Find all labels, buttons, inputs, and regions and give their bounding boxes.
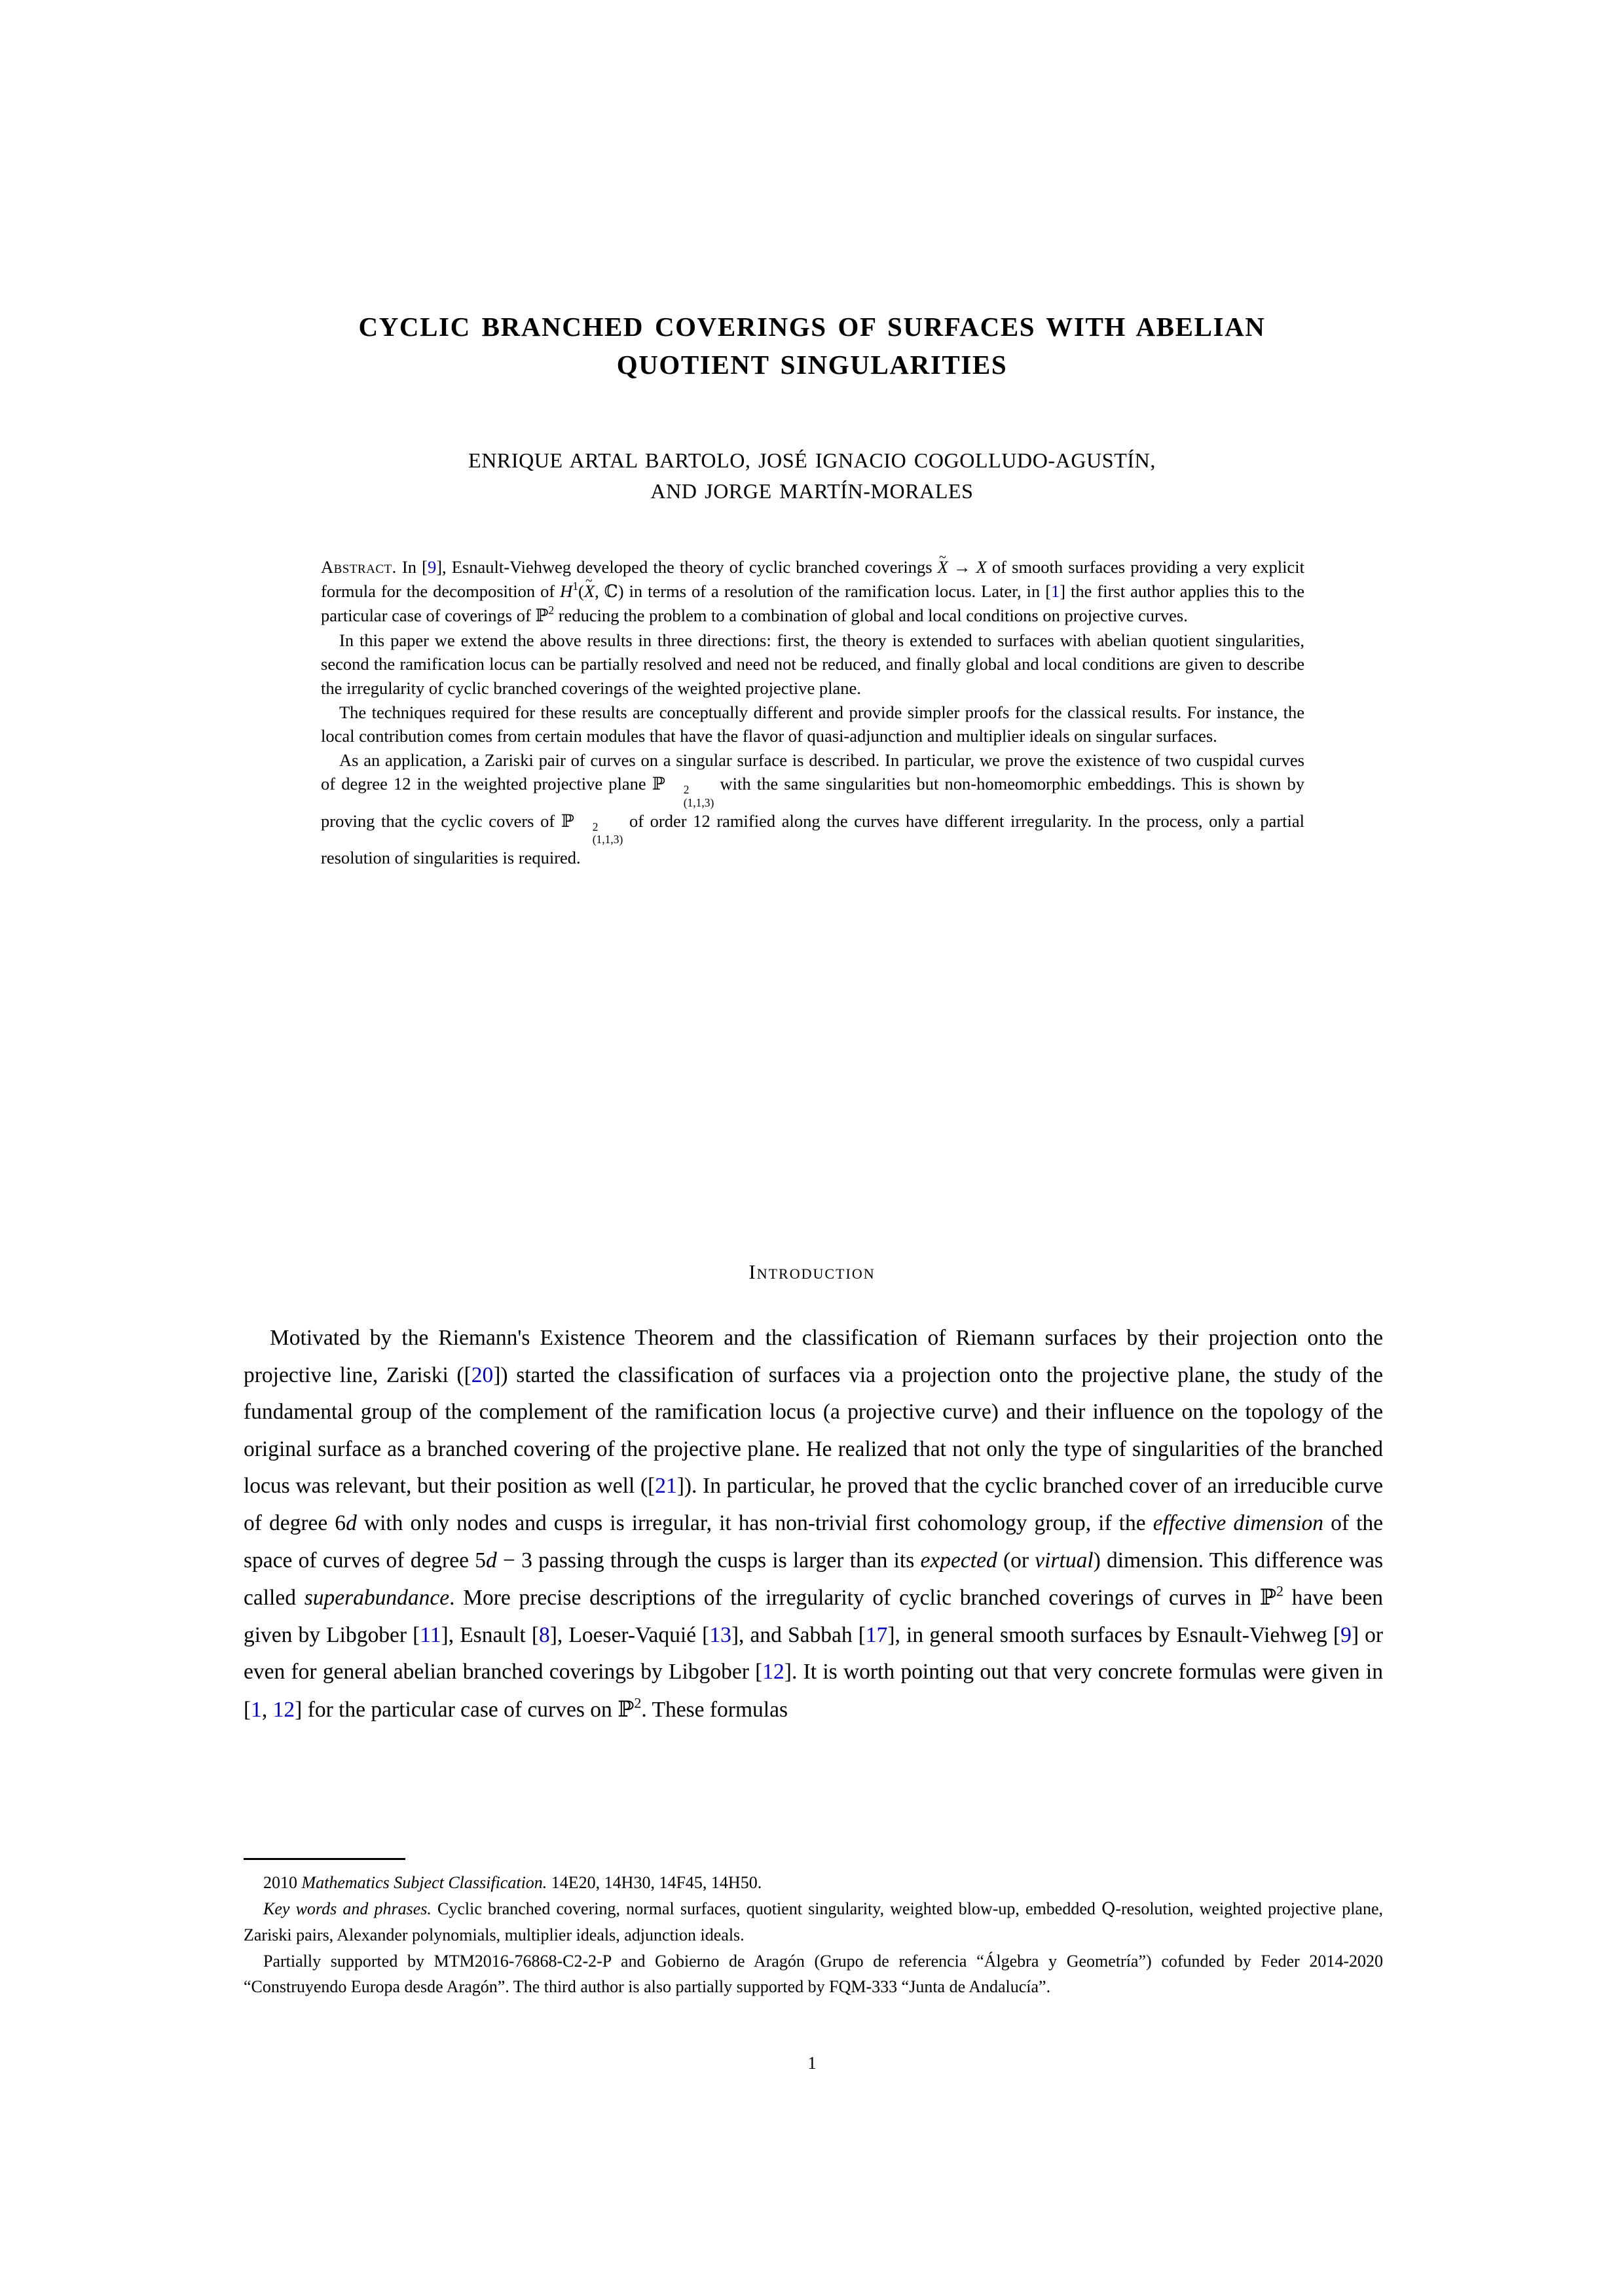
citation-link-21[interactable]: 21: [655, 1474, 677, 1499]
citation-link-13[interactable]: 13: [709, 1622, 731, 1647]
page-number: 1: [807, 2053, 817, 2073]
author-line-2: AND JORGE MARTÍN-MORALES: [650, 479, 974, 503]
emphasis-superabundance: superabundance: [304, 1586, 450, 1611]
intro-t2: ) started the classification of surfaces via a projection onto the projective plane, the study of the fundamental group of the complement of the ramification locus (a projective curve) and their influence on the topology of the original surface as a branched covering of the projective plane. He realized that not only the type of singularities of the branched locus was relevant, but their position as well (: [244, 1362, 1383, 1499]
math-rational-numbers: Q: [1101, 1899, 1116, 1919]
math-projective-plane: ℙ: [535, 606, 549, 627]
math-projective-exponent-2: 2: [1276, 1582, 1284, 1599]
math-h1: H: [560, 581, 573, 601]
abstract-paragraph-4: [321, 748, 1304, 870]
abstract-p1-e: the first author applies this to the particular case of coverings of: [321, 581, 1305, 626]
intro-t3: ). In particular, he proved that the cyclic branched cover of an irreducible curve of degree 6: [244, 1474, 1383, 1535]
section-heading-introduction: Introduction: [748, 1260, 876, 1283]
citation-link-8[interactable]: 8: [538, 1622, 550, 1647]
math-wpp-indices-1: [665, 784, 714, 809]
intro-t12: , Loeser-Vaquié: [557, 1622, 703, 1647]
citation-link-9[interactable]: 9: [427, 557, 437, 577]
intro-t6: passing through the cusps is larger than its: [532, 1548, 921, 1573]
intro-t15: or even for general abelian branched coverings by Libgober: [244, 1622, 1384, 1685]
intro-t4: with only nodes and cusps is irregular, it has non-trivial first cohomology group, if the: [356, 1510, 1153, 1535]
citation-link-11[interactable]: 11: [420, 1622, 441, 1647]
citation-link-9b[interactable]: 9: [1340, 1622, 1352, 1647]
emphasis-effective-dimension: effective dimension: [1153, 1510, 1324, 1535]
abstract-p1-b: , Esnault-Viehweg developed the theory of cyclic branched coverings: [442, 557, 938, 577]
abstract-p1-a: In: [396, 557, 422, 577]
math-weighted-projective-plane-1: ℙ: [652, 774, 665, 795]
abstract-p1-c: of smooth surfaces providing a very explicit formula for the decomposition of: [321, 557, 1305, 601]
page-title: [242, 308, 1382, 384]
citation-link-12b[interactable]: 12: [272, 1697, 295, 1722]
intro-t17: for the particular case of curves on: [302, 1697, 618, 1722]
msc-codes: 14E20, 14H30, 14F45, 14H50.: [547, 1873, 762, 1892]
abstract-p4-a: As an application, a Zariski pair of curves on a singular surface is described. In particular, we prove the existence of two cuspidal curves of degree 12 in the weighted projective plane: [321, 750, 1304, 794]
intro-t14: , in general smooth surfaces by Esnault-Viehweg: [895, 1622, 1333, 1647]
introduction-body: [244, 1320, 1383, 1729]
math-projective-exponent: 2: [548, 604, 555, 617]
citation-link-12[interactable]: 12: [762, 1660, 784, 1685]
emphasis-expected: expected: [920, 1548, 997, 1573]
abstract-p4-c: of order 12 ramified along the curves have different irregularity. In the process, only a partial resolution of singularities is required.: [321, 811, 1304, 867]
intro-t11: , Esnault: [448, 1622, 532, 1647]
msc-label: Mathematics Subject Classification.: [301, 1873, 547, 1892]
abstract-paragraph-2: In this paper we extend the above results in three directions: first, the theory is extended to surfaces with abelian quotient singularities, second the ramification locus can be partially resolved and need not be reduced, and finally global and local conditions are given to describe the irregularity of cyclic branched coverings of the weighted projective plane.: [321, 630, 1304, 698]
footnote-separator: [244, 1858, 405, 1860]
intro-t8: ) dimension. This difference was called: [244, 1548, 1383, 1611]
math-complex-numbers: ℂ: [604, 581, 618, 602]
math-wpp-exponent-2: 2: [592, 820, 599, 833]
abstract-section: [321, 555, 1304, 869]
math-degree-d-2: d: [485, 1548, 497, 1573]
math-wpp-weights-2: (1,1,3): [592, 833, 623, 847]
math-h-exponent: 1: [572, 579, 579, 592]
math-wpp-indices-2: [574, 822, 623, 846]
math-degree-d-1: d: [346, 1510, 357, 1535]
intro-t16: . It is worth pointing out that very concrete formulas were given in: [791, 1660, 1383, 1685]
keywords-text-b: -resolution, weighted projective plane, Zariski pairs, Alexander polynomials, multiplier ideals, adjunction ideals.: [244, 1899, 1383, 1945]
math-projective-plane-2: ℙ: [1259, 1584, 1276, 1611]
math-projective-plane-3: ℙ: [618, 1696, 635, 1722]
math-x: X: [976, 557, 987, 577]
abstract-p1-d: in terms of a resolution of the ramification locus. Later, in: [623, 581, 1046, 601]
intro-t5: of the space of curves of degree 5: [244, 1510, 1384, 1573]
keywords-text-a: Cyclic branched covering, normal surfaces, quotient singularity, weighted blow-up, embedded: [431, 1899, 1102, 1918]
math-minus-three: − 3: [496, 1548, 532, 1573]
footnote-msc: [244, 1870, 1383, 1896]
math-wpp-weights-1: (1,1,3): [683, 796, 714, 810]
math-weighted-projective-plane-2: ℙ: [561, 811, 574, 831]
author-line-1: ENRIQUE ARTAL BARTOLO, JOSÉ IGNACIO COGOLLUDO-AGUSTÍN,: [468, 448, 1156, 472]
title-line-2: QUOTIENT SINGULARITIES: [616, 350, 1008, 380]
intro-t1: Motivated by the Riemann's Existence Theorem and the classification of Riemann surfaces by their projection onto the projective line, Zariski (: [244, 1326, 1383, 1387]
abstract-label: Abstract.: [321, 557, 397, 577]
intro-t13: , and Sabbah: [738, 1622, 858, 1647]
citation-link-1[interactable]: 1: [1051, 581, 1060, 601]
introduction-paragraph-1: Motivated by the Riemann's Existence Theorem and the classification of Riemann surfaces by their projection onto the projective line, Zariski ([20]) started the classification of surfaces via a projection onto the projective plane, the study of the fundamental group of the complement of the ramification locus (a projective curve) and their influence on the topology of the original surface as a branched covering of the projective plane. He realized that not only the type of singularities of the branched locus was relevant, but their position as well ([21]). In particular, he proved that the cyclic branched cover of an irreducible curve of degree 6d with only nodes and cusps is irregular, it has non-trivial first cohomology group, if the effective dimension of the space of curves of degree 5d − 3 passing through the cusps is larger than its expected (or virtual) dimension. This difference was called superabundance. More precise descriptions of the irregularity of cyclic branched coverings of curves in ℙ$^2$ have been given by Libgober [11], Esnault [8], Loeser-Vaquié [13], and Sabbah [17], in general smooth surfaces by Esnault-Viehweg [9] or even for general abelian branched coverings by Libgober [12]. It is worth pointing out that very concrete formulas were given in [1, 12] for the particular case of curves on ℙ$^2$. These formulas: [244, 1326, 1384, 1722]
intro-t10: have been given by Libgober: [244, 1586, 1383, 1647]
math-wpp-exponent-1: 2: [683, 783, 690, 797]
intro-t9: . More precise descriptions of the irregularity of cyclic branched coverings of curves in: [449, 1586, 1260, 1611]
citation-link-1b[interactable]: 1: [251, 1697, 262, 1722]
abstract-paragraph-1: Abstract. In [9], Esnault-Viehweg developed the theory of cyclic branched coverings ~ X → X of smooth surfaces providing a very explicit formula for the decomposition of $H^1(\sim$ X, ℂ) in terms of a resolution of the ramification locus. Later, in [1] the first author applies this to the particular case of coverings of ℙ$^2$ reducing the problem to a combination of global and local conditions on projective curves.: [321, 555, 1304, 629]
footnote-funding: Partially supported by MTM2016-76868-C2-2-P and Gobierno de Aragón (Grupo de referencia “Álgebra y Geometría”) cofunded by Feder 2014-2020 “Construyendo Europa desde Aragón”. The third author is also partially supported by FQM-333 “Junta de Andalucía”.: [244, 1951, 1383, 1997]
title-line-1: CYCLIC BRANCHED COVERINGS OF SURFACES WITH ABELIAN: [358, 312, 1266, 342]
citation-link-17[interactable]: 17: [865, 1622, 888, 1647]
math-projective-exponent-3: 2: [634, 1694, 642, 1711]
footnote-block: [244, 1870, 1383, 2000]
intro-t18: . These formulas: [641, 1697, 788, 1722]
footnote-keywords: [244, 1896, 1383, 1948]
abstract-p1-f: reducing the problem to a combination of global and local conditions on projective curves.: [554, 606, 1188, 626]
author-list: [242, 445, 1382, 506]
math-x-tilde: ~ X: [938, 555, 948, 579]
emphasis-virtual: virtual: [1035, 1548, 1094, 1573]
intro-t7: (or: [997, 1548, 1035, 1573]
msc-year: 2010: [263, 1873, 302, 1892]
citation-link-20[interactable]: 20: [471, 1362, 494, 1387]
math-x-tilde-2: ~ X: [584, 579, 595, 604]
keywords-label: Key words and phrases.: [263, 1899, 432, 1918]
abstract-p4-b: with the same singularities but non-homeomorphic embeddings. This is shown by proving that the cyclic covers of: [321, 774, 1304, 831]
abstract-paragraph-3: The techniques required for these results are conceptually different and provide simpler proofs for the classical results. For instance, the local contribution comes from certain modules that have the flavor of quasi-adjunction and multiplier ideals on singular surfaces.: [321, 702, 1304, 746]
